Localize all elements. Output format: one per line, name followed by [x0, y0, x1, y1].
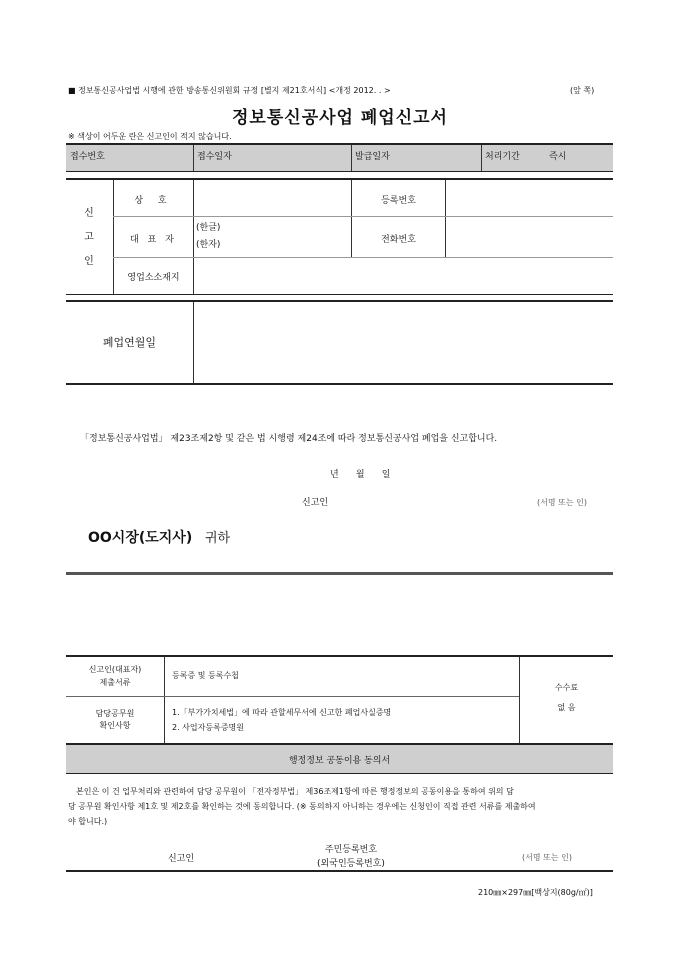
- form-title: 정보통신공사업 폐업신고서: [232, 108, 448, 128]
- declaration-applicant-label: 신고인: [302, 498, 329, 508]
- processing-period-value: 즉시: [549, 152, 567, 162]
- applicant-side-label-1: 신: [84, 208, 94, 219]
- declaration-statement: 「정보통신공사업법」 제23조제2항 및 같은 법 시행령 제24조에 따라 정보통신공사업 폐업을 신고합니다.: [80, 434, 498, 444]
- office-location-label: 영업소소재지: [127, 273, 180, 283]
- addressee-honorific: 귀하: [205, 531, 231, 546]
- row-rule: [66, 773, 613, 774]
- receipt-date-label: 접수일자: [197, 152, 232, 162]
- official-check-label-1: 담당공무원: [95, 709, 135, 718]
- declaration-date-line: 년 월 일: [330, 470, 391, 480]
- registration-number-label: 등록번호: [381, 196, 416, 206]
- section-rule: [66, 572, 613, 575]
- closure-date-label: 폐업연월일: [102, 336, 157, 349]
- consent-applicant-label: 신고인: [168, 854, 195, 864]
- consent-body-line-1: 본인은 이 건 업무처리와 관련하여 담당 공무원이 「전자정부법」 제36조제1항에 따른 행정정보의 공동이용을 통하여 위의 담: [76, 787, 514, 796]
- official-check-label-2: 확인사항: [99, 721, 131, 730]
- divider: [193, 145, 194, 171]
- divider: [519, 657, 520, 743]
- fee-label: 수수료: [554, 683, 579, 692]
- applicant-side-label-3: 인: [84, 256, 94, 267]
- submit-documents-label-1: 신고인(대표자): [88, 665, 142, 674]
- row-rule: [113, 257, 613, 258]
- top-rule: [66, 143, 613, 145]
- divider: [351, 180, 352, 257]
- divider: [481, 145, 482, 171]
- row-rule: [66, 696, 519, 697]
- consent-body-line-2: 당 공무원 확인사항 제1호 및 제2호를 확인하는 것에 동의합니다. (※ 동의하지 아니하는 경우에는 신청인이 직접 관련 서류를 제출하여: [68, 802, 536, 811]
- section-rule: [66, 294, 613, 295]
- row-rule: [113, 216, 613, 217]
- office-use-row: [66, 143, 613, 171]
- trade-name-label: 상 호: [134, 196, 173, 206]
- divider: [445, 180, 446, 257]
- processing-period-label: 처리기간: [485, 152, 520, 162]
- phone-number-label: 전화번호: [381, 235, 416, 245]
- submit-documents-label-2: 제출서류: [99, 678, 131, 687]
- section-rule: [66, 655, 613, 657]
- consent-title: 행정정보 공동이용 동의서: [288, 756, 391, 766]
- page-side-label: (앞 쪽): [570, 86, 595, 95]
- declaration-signature-hint: (서명 또는 인): [537, 498, 587, 507]
- divider: [193, 180, 194, 294]
- divider: [164, 657, 165, 743]
- fee-value: 없 음: [557, 703, 576, 712]
- submit-documents-value: 등록증 및 등록수첩: [172, 671, 239, 680]
- consent-body-line-3: 야 합니다.): [68, 817, 108, 826]
- phone-number-field[interactable]: [447, 218, 611, 255]
- resident-registration-label-1: 주민등록번호: [324, 845, 378, 855]
- representative-name-korean-field[interactable]: (한글): [196, 223, 221, 233]
- consent-signature-hint: (서명 또는 인): [522, 853, 572, 862]
- section-rule: [66, 870, 613, 872]
- official-check-item-2: 2. 사업자등록증명원: [172, 723, 244, 732]
- office-location-field[interactable]: [195, 259, 611, 292]
- official-check-item-1: 1.「부가가치세법」에 따라 관할세무서에 신고한 폐업사실증명: [172, 708, 392, 717]
- row-rule: [66, 171, 613, 172]
- section-rule: [66, 743, 613, 745]
- resident-registration-label-2: (외국인등록번호): [317, 859, 385, 869]
- section-rule: [66, 300, 613, 302]
- divider: [193, 302, 194, 383]
- addressee: OO시장(도지사): [88, 530, 193, 546]
- shaded-field-notice: ※ 색상이 어두운 란은 신고인이 적지 않습니다.: [68, 132, 232, 141]
- issue-date-label: 발급일자: [355, 152, 390, 162]
- closure-date-field[interactable]: [195, 304, 611, 381]
- receipt-number-label: 접수번호: [70, 152, 105, 162]
- form-rule-reference: ■ 정보통신공사업법 시행에 관한 방송통신위원회 규정 [별지 제21호서식] <개정 2012. . >: [68, 86, 391, 95]
- section-rule: [66, 383, 613, 385]
- registration-number-field[interactable]: [447, 182, 611, 214]
- representative-label: 대 표 자: [130, 235, 177, 245]
- trade-name-field[interactable]: [195, 182, 349, 214]
- section-rule: [66, 178, 613, 180]
- representative-name-hanja-field[interactable]: (한자): [196, 240, 221, 250]
- applicant-side-label-2: 고: [84, 232, 94, 243]
- paper-spec: 210㎜×297㎜[백상지(80g/㎡)]: [478, 888, 593, 897]
- divider: [351, 145, 352, 171]
